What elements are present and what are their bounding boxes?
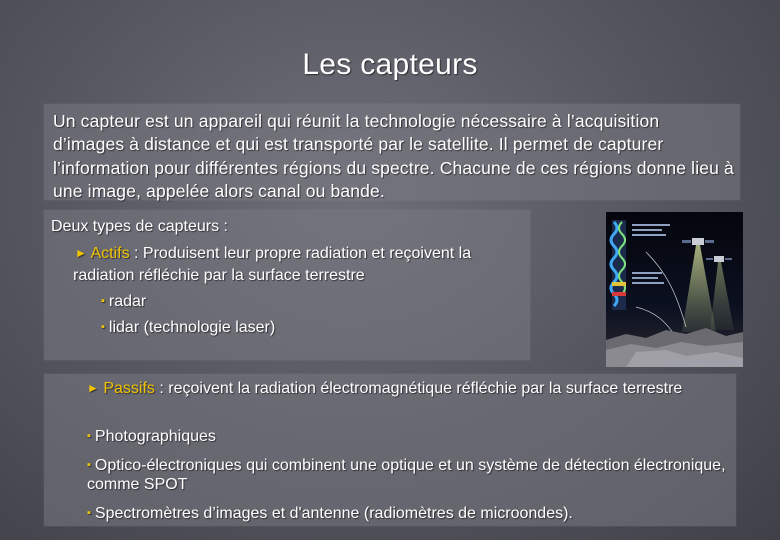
list-item-photographiques: ▪ Photographiques [87, 428, 216, 445]
square-bullet-icon: ▪ [101, 321, 105, 333]
sensor-types-box [44, 210, 530, 360]
image-watermark: www.cyberastro.edu [668, 358, 741, 367]
list-item-radar: ▪ radar [101, 293, 147, 310]
square-bullet-icon: ▪ [87, 430, 91, 442]
arrow-bullet-icon: ► [87, 381, 99, 395]
list-item-optico-electroniques: ▪ Optico-électroniques qui combinent une optique et un système de détection électronique, comme SPOT [87, 457, 726, 493]
types-heading: Deux types de capteurs : [51, 218, 228, 235]
passifs-label: Passifs [103, 380, 155, 397]
list-item-spectrometres: ▪ Spectromètres d’images et d'antenne (radiomètres de microondes). [87, 505, 573, 522]
square-bullet-icon: ▪ [87, 507, 91, 519]
arrow-bullet-icon: ► [75, 246, 87, 260]
satellite-sensor-image [606, 212, 743, 367]
actifs-line [75, 243, 471, 265]
square-bullet-icon: ▪ [87, 459, 91, 471]
actifs-text-1: : Produisent leur propre radiation et reçoivent la [129, 245, 472, 262]
list-item-lidar: ▪ lidar (technologie laser) [101, 319, 276, 336]
passifs-line [87, 380, 727, 398]
slide-title: Les capteurs [302, 48, 478, 81]
intro-paragraph: Un capteur est un appareil qui réunit la technologie nécessaire à l’acquisition d’images à distance et qui est transporté par le satellite. Il permet de capturer l’information pour différentes régions du spectre. Chacune de ces régions donne lieu à une image, appelée alors canal ou bande. [53, 111, 734, 201]
passifs-text: : reçoivent la radiation électromagnétique réfléchie par la surface terrestre [154, 380, 683, 397]
passive-sensors-box [44, 374, 736, 526]
actifs-label: Actifs [90, 245, 130, 262]
satellite-illustration [606, 212, 743, 367]
square-bullet-icon: ▪ [101, 295, 105, 307]
intro-box [44, 104, 740, 200]
actifs-text-2: radiation réfléchie par la surface terrestre [73, 267, 365, 284]
